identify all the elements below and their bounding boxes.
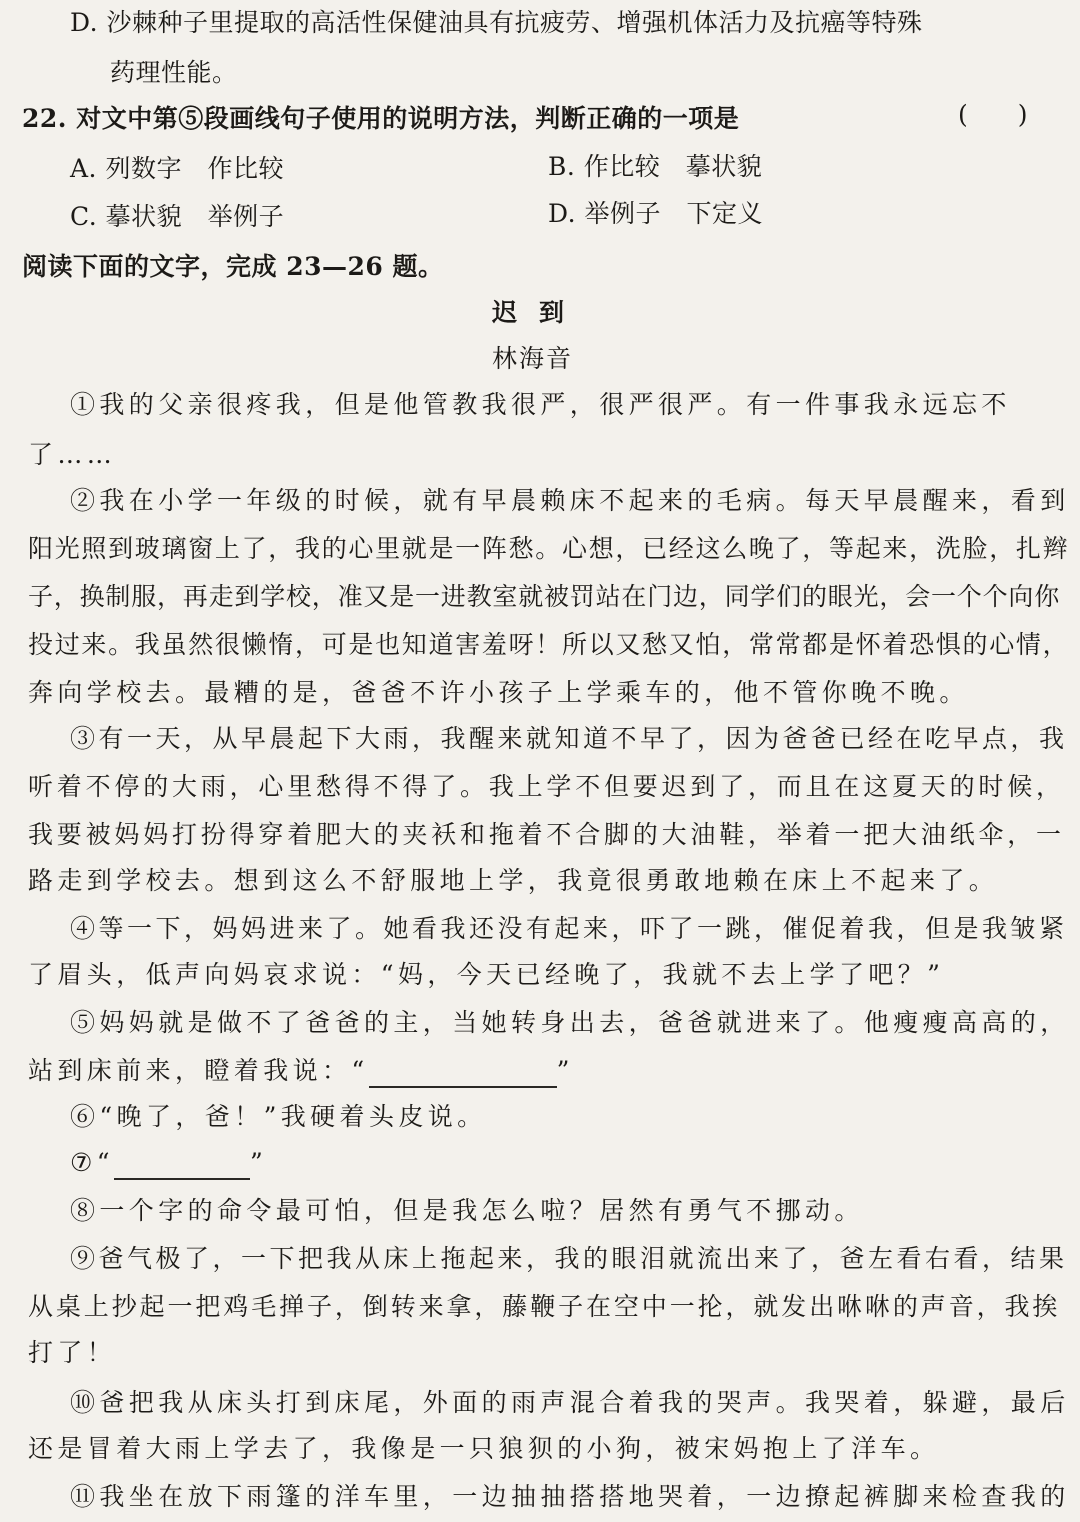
paragraph-2-line: 阳光照到玻璃窗上了，我的心里就是一阵愁。心想，已经这么晚了，等起来，洗脸，扎辫 xyxy=(28,534,1070,563)
fill-blank-underline xyxy=(369,1060,557,1088)
paragraph-4-line: 了眉头，低声向妈哀求说：“妈，今天已经晚了，我就不去上学了吧？” xyxy=(28,960,945,989)
closing-quote: ” xyxy=(250,1148,268,1177)
paragraph-3-line: 路走到学校去。想到这么不舒服地上学，我竟很勇敢地赖在床上不起来了。 xyxy=(28,866,999,895)
paragraph-5-line: ⑤妈妈就是做不了爸爸的主，当她转身出去，爸爸就进来了。他瘦瘦高高的， xyxy=(70,1008,1070,1037)
paragraph-11-line: ⑪我坐在放下雨篷的洋车里，一边抽抽搭搭地哭着，一边撩起裤脚来检查我的 xyxy=(70,1482,1070,1511)
paragraph-6-line: ⑥“晚了，爸！”我硬着头皮说。 xyxy=(70,1102,487,1131)
paragraph-9-line: 打了！ xyxy=(28,1338,117,1367)
paragraph-7-line xyxy=(70,1146,267,1180)
article-author: 林海音 xyxy=(492,344,574,373)
paragraph-2-line: 投过来。我虽然很懒惰，可是也知道害羞呀！所以又愁又怕，常常都是怀着恐惧的心情， xyxy=(28,630,1070,659)
paragraph-5-line xyxy=(28,1054,574,1088)
option-a: A. 列数字 作比较 xyxy=(70,154,284,183)
q21-option-d-line-1: D. 沙棘种子里提取的高活性保健油具有抗疲劳、增强机体活力及抗癌等特殊 xyxy=(70,8,923,37)
paragraph-4-line: ④等一下，妈妈进来了。她看我还没有起来，吓了一跳，催促着我，但是我皱紧 xyxy=(70,914,1068,943)
paragraph-2-line: 奔向学校去。最糟的是，爸爸不许小孩子上学乘车的，他不管你晚不晚。 xyxy=(28,678,969,707)
paragraph-1-line: 了…… xyxy=(28,440,117,469)
paragraph-10-line: ⑩爸把我从床头打到床尾，外面的雨声混合着我的哭声。我哭着，躲避，最后 xyxy=(70,1388,1070,1417)
q21-option-d-line-2: 药理性能。 xyxy=(110,58,238,87)
paragraph-1-line: ①我的父亲很疼我，但是他管教我很严，很严很严。有一件事我永远忘不 xyxy=(70,390,1011,419)
closing-quote: ” xyxy=(556,1056,574,1085)
article-title: 迟到 xyxy=(492,298,587,327)
paragraph-10-line: 还是冒着大雨上学去了，我像是一只狼狈的小狗，被宋妈抱上了洋车。 xyxy=(28,1434,940,1463)
paragraph-5-text: 站到床前来，瞪着我说：“ xyxy=(28,1056,369,1085)
paragraph-2-line: 子，换制服，再走到学校，准又是一进教室就被罚站在门边，同学们的眼光，会一个个向你 xyxy=(28,582,1061,611)
answer-parentheses: ( ) xyxy=(958,100,1028,129)
option-d: D. 举例子 下定义 xyxy=(548,199,764,228)
paragraph-7-text: ⑦“ xyxy=(70,1148,114,1177)
paragraph-9-line: ⑨爸气极了，一下把我从床上拖起来，我的眼泪就流出来了，爸左看右看，结果 xyxy=(70,1244,1068,1273)
question-22-stem: 22. 对文中第⑤段画线句子使用的说明方法，判断正确的一项是 xyxy=(22,104,740,133)
paragraph-3-line: 我要被妈妈打扮得穿着肥大的夹袄和拖着不合脚的大油鞋，举着一把大油纸伞，一 xyxy=(28,820,1065,849)
option-c: C. 摹状貌 举例子 xyxy=(70,202,285,231)
fill-blank-underline xyxy=(114,1152,250,1180)
paragraph-9-line: 从桌上抄起一把鸡毛掸子，倒转来拿，藤鞭子在空中一抡，就发出咻咻的声音，我挨 xyxy=(28,1292,1061,1321)
paragraph-8-line: ⑧一个字的命令最可怕，但是我怎么啦？居然有勇气不挪动。 xyxy=(70,1196,864,1225)
paragraph-3-line: 听着不停的大雨，心里愁得不得了。我上学不但要迟到了，而且在这夏天的时候， xyxy=(28,772,1065,801)
option-b: B. 作比较 摹状貌 xyxy=(548,152,763,181)
paragraph-3-line: ③有一天，从早晨起下大雨，我醒来就知道不早了，因为爸爸已经在吃早点，我 xyxy=(70,724,1068,753)
paragraph-2-line: ②我在小学一年级的时候，就有早晨赖床不起来的毛病。每天早晨醒来，看到 xyxy=(70,486,1070,515)
reading-instruction: 阅读下面的文字，完成 23—26 题。 xyxy=(22,252,444,281)
